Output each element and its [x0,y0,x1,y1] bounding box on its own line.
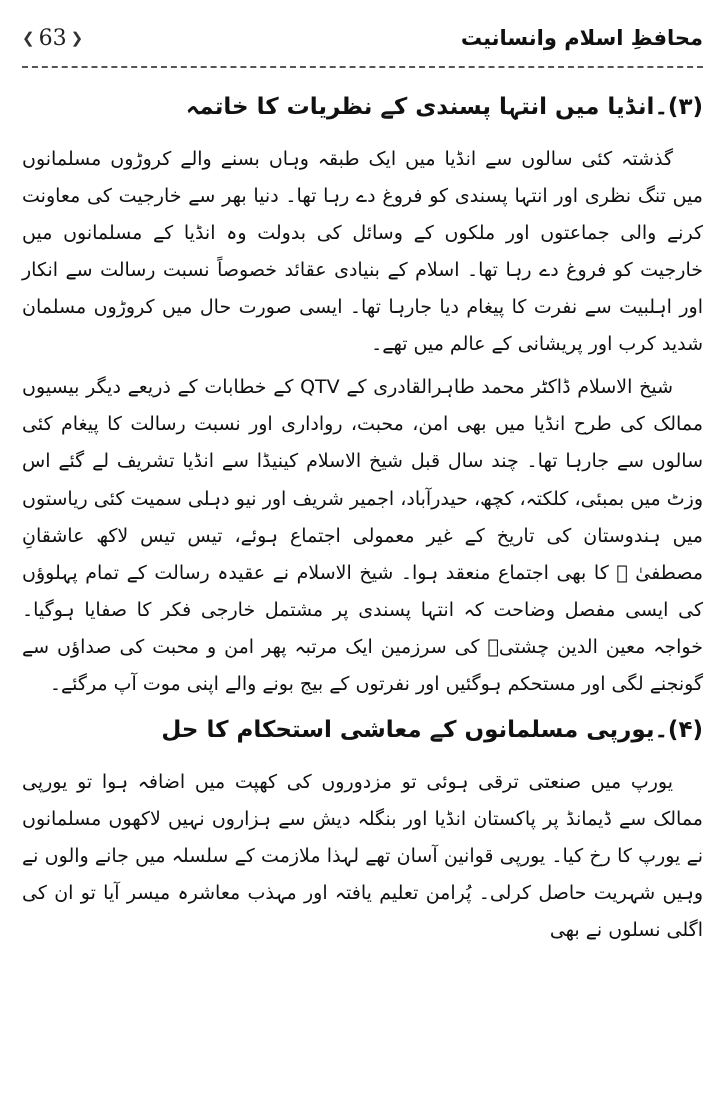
page-body [22,80,703,955]
section-heading: (۳)۔انڈیا میں انتہا پسندی کے نظریات کا خاتمہ [185,94,703,120]
page-number-value: 63 [38,25,67,51]
page-header [22,18,703,58]
ornament-right-icon: ❯ [70,29,84,47]
body-paragraph: شیخ الاسلام ڈاکٹر محمد طاہرالقادری کے QTV کے خطابات کے ذریعے دیگر بیسیوں ممالک کی طرح انڈیا میں بھی امن، محبت، رواداری اور نسبت رسالت کا پیغام کئی سالوں سے جارہا تھا۔ چند سال قبل شیخ الاسلام کینیڈا سے انڈیا تشریف لے گئے اس وزٹ میں بمبئی، کلکتہ، کچھ، حیدرآباد، اجمیر شریف اور نیو دہلی سمیت کئی ریاستوں میں ہندوستان کی تاریخ کے غیر معمولی اجتماع ہوئے، تیس تیس لاکھ عاشقانِ مصطفیٰ ﷺ کا بھی اجتماع منعقد ہوا۔ شیخ الاسلام نے عقیدہ رسالت کے تمام پہلوؤں کی ایسی مفصل وضاحت کہ انتہا پسندی پر مشتمل خارجی فکر کا صفایا ہوگیا۔ خواجہ معین الدین چشتیؒ کی سرزمین ایک مرتبہ پھر امن و محبت کی صداؤں سے گونجنے لگی اور مستحکم ہوگئیں اور نفرتوں کے بیج بونے والے اپنی موت آپ مرگئے۔ [22,376,703,695]
header-divider [22,66,703,68]
page-number [22,26,83,51]
body-paragraph: یورپ میں صنعتی ترقی ہوئی تو مزدوروں کی کھپت میں اضافہ ہوا تو یورپی ممالک سے ڈیمانڈ پر پاکستان انڈیا اور بنگلہ دیش سے ہزاروں نہیں لاکھوں مسلمانوں نے یورپ کا رخ کیا۔ یورپی قوانین آسان تھے لہذا ملازمت کے سلسلہ میں جانے والوں نے وہیں شہریت حاصل کرلی۔ پُرامن تعلیم یافتہ اور مہذب معاشرہ میسر آیا تو ان کی اگلی نسلوں نے بھی [22,770,703,942]
body-paragraph: گذشتہ کئی سالوں سے انڈیا میں ایک طبقہ وہاں بسنے والے کروڑوں مسلمانوں میں تنگ نظری اور انتہا پسندی کو فروغ دے رہا تھا۔ دنیا بھر سے خارجیت کی معاونت کرنے والی جماعتوں اور ملکوں کے وسائل کی بدولت وہ انڈیا کے مسلمانوں میں خارجیت کو فروغ دے رہا تھا۔ اسلام کے بنیادی عقائد خصوصاً نسبت رسالت سے انکار اور اہلبیت سے نفرت کا پیغام دیا جارہا تھا۔ ایسی صورت حال میں کروڑوں مسلمان شدید کرب اور پریشانی کے عالم میں تھے۔ [22,148,703,356]
running-title: محافظِ اسلام وانسانیت [460,26,703,50]
ornament-left-icon: ❮ [22,29,35,47]
section-heading: (۴)۔یورپی مسلمانوں کے معاشی استحکام کا حل [161,716,703,743]
